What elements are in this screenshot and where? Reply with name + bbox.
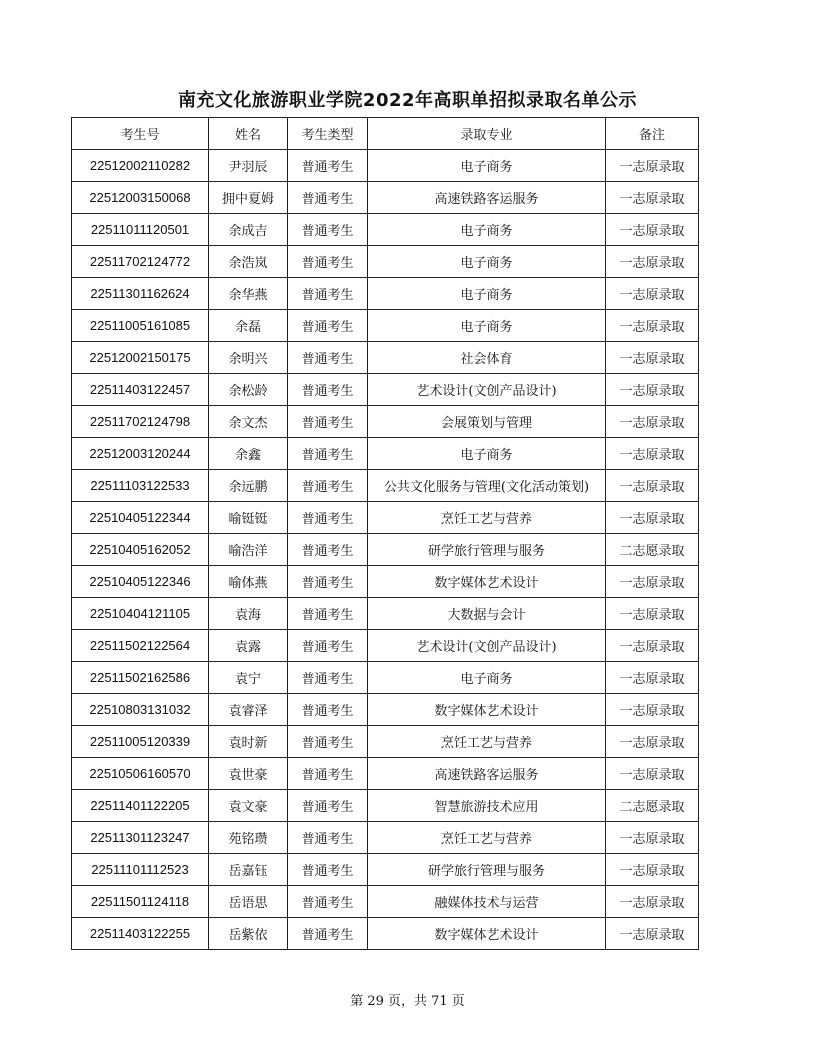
candidate-type-cell: 普通考生: [288, 406, 368, 438]
table-row: [72, 694, 699, 726]
exam-number-cell: 22511502162586: [72, 662, 209, 694]
name-cell: 岳嘉钰: [209, 854, 288, 886]
remark-cell: 一志原录取: [606, 278, 699, 310]
table-row: [72, 502, 699, 534]
table-row: [72, 470, 699, 502]
candidate-type-cell: 普通考生: [288, 150, 368, 182]
candidate-type-cell: 普通考生: [288, 534, 368, 566]
candidate-type-cell: 普通考生: [288, 182, 368, 214]
major-cell: 数字媒体艺术设计: [368, 694, 606, 726]
exam-number-cell: 22510803131032: [72, 694, 209, 726]
remark-cell: 二志愿录取: [606, 534, 699, 566]
name-cell: 袁宁: [209, 662, 288, 694]
major-cell: 电子商务: [368, 278, 606, 310]
candidate-type-cell: 普通考生: [288, 694, 368, 726]
remark-cell: 一志原录取: [606, 150, 699, 182]
name-cell: 余鑫: [209, 438, 288, 470]
exam-number-cell: 22510405122346: [72, 566, 209, 598]
header-major: 录取专业: [368, 118, 606, 150]
remark-cell: 一志原录取: [606, 598, 699, 630]
remark-cell: 一志原录取: [606, 566, 699, 598]
remark-cell: 一志原录取: [606, 406, 699, 438]
candidate-type-cell: 普通考生: [288, 310, 368, 342]
name-cell: 余华燕: [209, 278, 288, 310]
exam-number-cell: 22511011120501: [72, 214, 209, 246]
major-cell: 烹饪工艺与营养: [368, 502, 606, 534]
name-cell: 余明兴: [209, 342, 288, 374]
major-cell: 电子商务: [368, 438, 606, 470]
remark-cell: 二志愿录取: [606, 790, 699, 822]
major-cell: 融媒体技术与运营: [368, 886, 606, 918]
table-row: [72, 374, 699, 406]
exam-number-cell: 22510405122344: [72, 502, 209, 534]
major-cell: 电子商务: [368, 662, 606, 694]
exam-number-cell: 22511301123247: [72, 822, 209, 854]
table-row: [72, 854, 699, 886]
exam-number-cell: 22511403122255: [72, 918, 209, 950]
header-remark: 备注: [606, 118, 699, 150]
exam-number-cell: 22511103122533: [72, 470, 209, 502]
candidate-type-cell: 普通考生: [288, 246, 368, 278]
remark-cell: 一志原录取: [606, 182, 699, 214]
exam-number-cell: 22510404121105: [72, 598, 209, 630]
name-cell: 拥中夏姆: [209, 182, 288, 214]
admission-table: [71, 117, 699, 950]
name-cell: 苑铭瓒: [209, 822, 288, 854]
remark-cell: 一志原录取: [606, 374, 699, 406]
name-cell: 袁文豪: [209, 790, 288, 822]
name-cell: 喻铤铤: [209, 502, 288, 534]
candidate-type-cell: 普通考生: [288, 278, 368, 310]
candidate-type-cell: 普通考生: [288, 342, 368, 374]
header-candidate-type: 考生类型: [288, 118, 368, 150]
name-cell: 袁睿泽: [209, 694, 288, 726]
name-cell: 余远鹏: [209, 470, 288, 502]
table-row: [72, 278, 699, 310]
remark-cell: 一志原录取: [606, 438, 699, 470]
candidate-type-cell: 普通考生: [288, 822, 368, 854]
candidate-type-cell: 普通考生: [288, 214, 368, 246]
table-row: [72, 406, 699, 438]
name-cell: 尹羽辰: [209, 150, 288, 182]
exam-number-cell: 22511502122564: [72, 630, 209, 662]
name-cell: 余松龄: [209, 374, 288, 406]
name-cell: 喻体燕: [209, 566, 288, 598]
major-cell: 数字媒体艺术设计: [368, 918, 606, 950]
table-row: [72, 630, 699, 662]
major-cell: 艺术设计(文创产品设计): [368, 374, 606, 406]
table-row: [72, 182, 699, 214]
candidate-type-cell: 普通考生: [288, 470, 368, 502]
major-cell: 社会体育: [368, 342, 606, 374]
major-cell: 高速铁路客运服务: [368, 758, 606, 790]
major-cell: 电子商务: [368, 150, 606, 182]
exam-number-cell: 22512003120244: [72, 438, 209, 470]
name-cell: 袁露: [209, 630, 288, 662]
exam-number-cell: 22511702124772: [72, 246, 209, 278]
name-cell: 喻浩洋: [209, 534, 288, 566]
major-cell: 电子商务: [368, 246, 606, 278]
major-cell: 电子商务: [368, 310, 606, 342]
name-cell: 余成吉: [209, 214, 288, 246]
table-row: [72, 598, 699, 630]
remark-cell: 一志原录取: [606, 918, 699, 950]
exam-number-cell: 22511101112523: [72, 854, 209, 886]
major-cell: 研学旅行管理与服务: [368, 854, 606, 886]
page-footer: 第 29 页，共 71 页: [350, 994, 465, 1009]
table-row: [72, 214, 699, 246]
exam-number-cell: 22510405162052: [72, 534, 209, 566]
candidate-type-cell: 普通考生: [288, 886, 368, 918]
major-cell: 智慧旅游技术应用: [368, 790, 606, 822]
candidate-type-cell: 普通考生: [288, 854, 368, 886]
name-cell: 岳语思: [209, 886, 288, 918]
table-row: [72, 822, 699, 854]
major-cell: 数字媒体艺术设计: [368, 566, 606, 598]
table-row: [72, 534, 699, 566]
candidate-type-cell: 普通考生: [288, 598, 368, 630]
remark-cell: 一志原录取: [606, 726, 699, 758]
name-cell: 余浩岚: [209, 246, 288, 278]
name-cell: 袁海: [209, 598, 288, 630]
candidate-type-cell: 普通考生: [288, 374, 368, 406]
remark-cell: 一志原录取: [606, 630, 699, 662]
remark-cell: 一志原录取: [606, 310, 699, 342]
table-row: [72, 150, 699, 182]
major-cell: 公共文化服务与管理(文化活动策划): [368, 470, 606, 502]
table-body: [72, 150, 699, 950]
candidate-type-cell: 普通考生: [288, 662, 368, 694]
exam-number-cell: 22512002150175: [72, 342, 209, 374]
remark-cell: 一志原录取: [606, 758, 699, 790]
remark-cell: 一志原录取: [606, 822, 699, 854]
remark-cell: 一志原录取: [606, 854, 699, 886]
candidate-type-cell: 普通考生: [288, 918, 368, 950]
exam-number-cell: 22511301162624: [72, 278, 209, 310]
major-cell: 会展策划与管理: [368, 406, 606, 438]
table-row: [72, 246, 699, 278]
name-cell: 袁世豪: [209, 758, 288, 790]
major-cell: 烹饪工艺与营养: [368, 726, 606, 758]
table-row: [72, 342, 699, 374]
remark-cell: 一志原录取: [606, 662, 699, 694]
name-cell: 岳紫依: [209, 918, 288, 950]
table-row: [72, 310, 699, 342]
candidate-type-cell: 普通考生: [288, 790, 368, 822]
candidate-type-cell: 普通考生: [288, 502, 368, 534]
candidate-type-cell: 普通考生: [288, 630, 368, 662]
major-cell: 烹饪工艺与营养: [368, 822, 606, 854]
remark-cell: 一志原录取: [606, 694, 699, 726]
exam-number-cell: 22511403122457: [72, 374, 209, 406]
candidate-type-cell: 普通考生: [288, 438, 368, 470]
exam-number-cell: 22510506160570: [72, 758, 209, 790]
table-row: [72, 726, 699, 758]
header-name: 姓名: [209, 118, 288, 150]
remark-cell: 一志原录取: [606, 502, 699, 534]
exam-number-cell: 22512003150068: [72, 182, 209, 214]
table-row: [72, 886, 699, 918]
exam-number-cell: 22511501124118: [72, 886, 209, 918]
remark-cell: 一志原录取: [606, 470, 699, 502]
exam-number-cell: 22511005161085: [72, 310, 209, 342]
table-row: [72, 662, 699, 694]
major-cell: 大数据与会计: [368, 598, 606, 630]
major-cell: 研学旅行管理与服务: [368, 534, 606, 566]
remark-cell: 一志原录取: [606, 214, 699, 246]
table-row: [72, 566, 699, 598]
exam-number-cell: 22511005120339: [72, 726, 209, 758]
candidate-type-cell: 普通考生: [288, 726, 368, 758]
candidate-type-cell: 普通考生: [288, 758, 368, 790]
name-cell: 余磊: [209, 310, 288, 342]
table-row: [72, 918, 699, 950]
name-cell: 余文杰: [209, 406, 288, 438]
exam-number-cell: 22512002110282: [72, 150, 209, 182]
major-cell: 高速铁路客运服务: [368, 182, 606, 214]
table-row: [72, 758, 699, 790]
exam-number-cell: 22511401122205: [72, 790, 209, 822]
candidate-type-cell: 普通考生: [288, 566, 368, 598]
remark-cell: 一志原录取: [606, 246, 699, 278]
remark-cell: 一志原录取: [606, 342, 699, 374]
exam-number-cell: 22511702124798: [72, 406, 209, 438]
header-exam-number: 考生号: [72, 118, 209, 150]
major-cell: 艺术设计(文创产品设计): [368, 630, 606, 662]
page-title: 南充文化旅游职业学院2022年高职单招拟录取名单公示: [177, 90, 638, 111]
remark-cell: 一志原录取: [606, 886, 699, 918]
table-row: [72, 790, 699, 822]
table-row: [72, 438, 699, 470]
table-header-row: [72, 118, 699, 150]
major-cell: 电子商务: [368, 214, 606, 246]
name-cell: 袁时新: [209, 726, 288, 758]
